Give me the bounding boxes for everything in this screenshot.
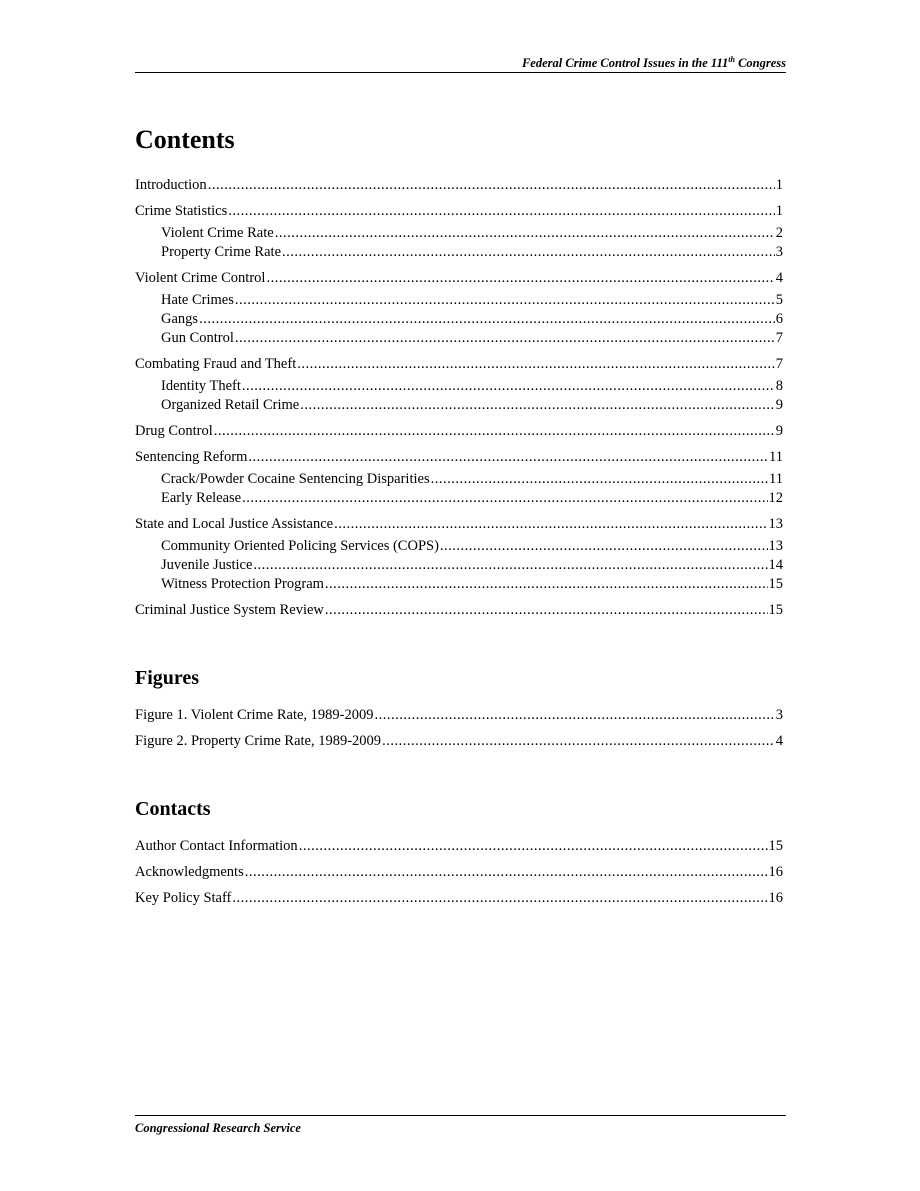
figures-list xyxy=(135,706,783,751)
dot-leader xyxy=(242,377,775,396)
toc-entry[interactable] xyxy=(135,310,783,329)
toc-entry-title: Hate Crimes xyxy=(161,292,234,308)
toc-entry-title: Witness Protection Program xyxy=(161,576,324,592)
toc-entry-title: Sentencing Reform xyxy=(135,449,248,465)
header-title-suffix: Congress xyxy=(734,56,786,70)
toc-entry[interactable] xyxy=(135,706,783,725)
toc-entry-title: Organized Retail Crime xyxy=(161,397,300,413)
toc-entry-title: Gun Control xyxy=(161,330,234,346)
dot-leader xyxy=(248,448,768,467)
toc-entry[interactable] xyxy=(135,515,783,534)
toc-entry-page-number: 1 xyxy=(775,177,783,193)
toc-entry[interactable] xyxy=(135,377,783,396)
contents-list xyxy=(135,176,783,620)
dot-leader xyxy=(242,489,767,508)
dot-leader xyxy=(297,355,775,374)
dot-leader xyxy=(325,601,768,620)
toc-entry[interactable] xyxy=(135,422,783,441)
contacts-list xyxy=(135,837,783,908)
footer-text: Congressional Research Service xyxy=(135,1121,301,1135)
toc-entry-page-number: 5 xyxy=(775,292,783,308)
toc-entry-title: Key Policy Staff xyxy=(135,890,232,906)
toc-entry[interactable] xyxy=(135,863,783,882)
toc-entry-page-number: 14 xyxy=(768,557,783,573)
toc-entry-title: Combating Fraud and Theft xyxy=(135,356,297,372)
toc-entry[interactable] xyxy=(135,243,783,262)
toc-entry-page-number: 9 xyxy=(775,397,783,413)
toc-entry-title: Community Oriented Policing Services (COPS) xyxy=(161,538,439,554)
toc-entry-title: Criminal Justice System Review xyxy=(135,602,324,618)
toc-entry-page-number: 7 xyxy=(775,356,783,372)
toc-entry-page-number: 3 xyxy=(775,707,783,723)
contents-heading: Contents xyxy=(135,125,235,154)
toc-entry-title: Crack/Powder Cocaine Sentencing Disparities xyxy=(161,471,430,487)
toc-entry[interactable] xyxy=(135,489,783,508)
toc-entry-page-number: 11 xyxy=(769,449,783,465)
toc-entry[interactable] xyxy=(135,732,783,751)
dot-leader xyxy=(440,537,768,556)
toc-entry-page-number: 9 xyxy=(775,423,783,439)
toc-entry-title: Violent Crime Control xyxy=(135,270,266,286)
toc-entry[interactable] xyxy=(135,889,783,908)
toc-entry-title: Crime Statistics xyxy=(135,203,228,219)
dot-leader xyxy=(382,732,775,751)
toc-entry-page-number: 3 xyxy=(775,244,783,260)
toc-entry[interactable] xyxy=(135,224,783,243)
dot-leader xyxy=(266,269,774,288)
figures-heading: Figures xyxy=(135,667,200,689)
toc-entry-title: State and Local Justice Assistance xyxy=(135,516,334,532)
toc-entry[interactable] xyxy=(135,329,783,348)
dot-leader xyxy=(253,556,767,575)
toc-entry-page-number: 1 xyxy=(775,203,783,219)
toc-entry-page-number: 15 xyxy=(768,838,783,854)
dot-leader xyxy=(334,515,767,534)
toc-entry-page-number: 12 xyxy=(768,490,783,506)
dot-leader xyxy=(232,889,767,908)
dot-leader xyxy=(300,396,775,415)
dot-leader xyxy=(431,470,768,489)
contacts-heading: Contacts xyxy=(135,798,211,820)
dot-leader xyxy=(208,176,775,195)
toc-entry-title: Drug Control xyxy=(135,423,213,439)
toc-entry-title: Violent Crime Rate xyxy=(161,225,274,241)
toc-entry[interactable] xyxy=(135,575,783,594)
toc-entry-title: Identity Theft xyxy=(161,378,241,394)
toc-entry-title: Gangs xyxy=(161,311,199,327)
dot-leader xyxy=(275,224,775,243)
toc-entry-title: Property Crime Rate xyxy=(161,244,282,260)
header-title-prefix: Federal Crime Control Issues in the 111 xyxy=(521,56,729,70)
dot-leader xyxy=(282,243,775,262)
toc-entry-page-number: 11 xyxy=(769,471,783,487)
dot-leader xyxy=(245,863,768,882)
dot-leader xyxy=(375,706,775,725)
toc-entry-page-number: 8 xyxy=(775,378,783,394)
dot-leader xyxy=(299,837,768,856)
toc-entry-page-number: 4 xyxy=(775,733,783,749)
toc-entry-title: Juvenile Justice xyxy=(161,557,253,573)
toc-entry-title: Author Contact Information xyxy=(135,838,298,854)
toc-entry-page-number: 15 xyxy=(768,602,783,618)
toc-entry[interactable] xyxy=(135,176,783,195)
table-of-contents xyxy=(135,120,783,908)
dot-leader xyxy=(199,310,775,329)
toc-entry[interactable] xyxy=(135,396,783,415)
toc-entry-title: Introduction xyxy=(135,177,207,193)
toc-entry[interactable] xyxy=(135,837,783,856)
toc-entry[interactable] xyxy=(135,601,783,620)
toc-entry[interactable] xyxy=(135,291,783,310)
toc-entry-title: Acknowledgments xyxy=(135,864,244,880)
toc-entry-page-number: 13 xyxy=(768,538,783,554)
toc-entry-title: Figure 1. Violent Crime Rate, 1989-2009 xyxy=(135,707,374,723)
toc-entry[interactable] xyxy=(135,556,783,575)
toc-entry-page-number: 7 xyxy=(775,330,783,346)
toc-entry[interactable] xyxy=(135,269,783,288)
toc-entry-page-number: 16 xyxy=(768,890,783,906)
toc-entry-title: Early Release xyxy=(161,490,242,506)
page-header xyxy=(135,55,786,73)
dot-leader xyxy=(228,202,775,221)
toc-entry-page-number: 15 xyxy=(768,576,783,592)
toc-entry-page-number: 2 xyxy=(775,225,783,241)
page-footer xyxy=(135,1115,786,1136)
toc-entry[interactable] xyxy=(135,202,783,221)
toc-entry-title: Figure 2. Property Crime Rate, 1989-2009 xyxy=(135,733,382,749)
toc-entry[interactable] xyxy=(135,470,783,489)
toc-entry[interactable] xyxy=(135,537,783,556)
toc-entry-page-number: 4 xyxy=(775,270,783,286)
dot-leader xyxy=(214,422,775,441)
toc-entry[interactable] xyxy=(135,448,783,467)
toc-entry[interactable] xyxy=(135,355,783,374)
header-title-superscript: th xyxy=(728,54,735,64)
toc-entry-page-number: 16 xyxy=(768,864,783,880)
toc-entry-page-number: 6 xyxy=(775,311,783,327)
dot-leader xyxy=(235,291,775,310)
toc-entry-page-number: 13 xyxy=(768,516,783,532)
dot-leader xyxy=(235,329,775,348)
dot-leader xyxy=(325,575,768,594)
